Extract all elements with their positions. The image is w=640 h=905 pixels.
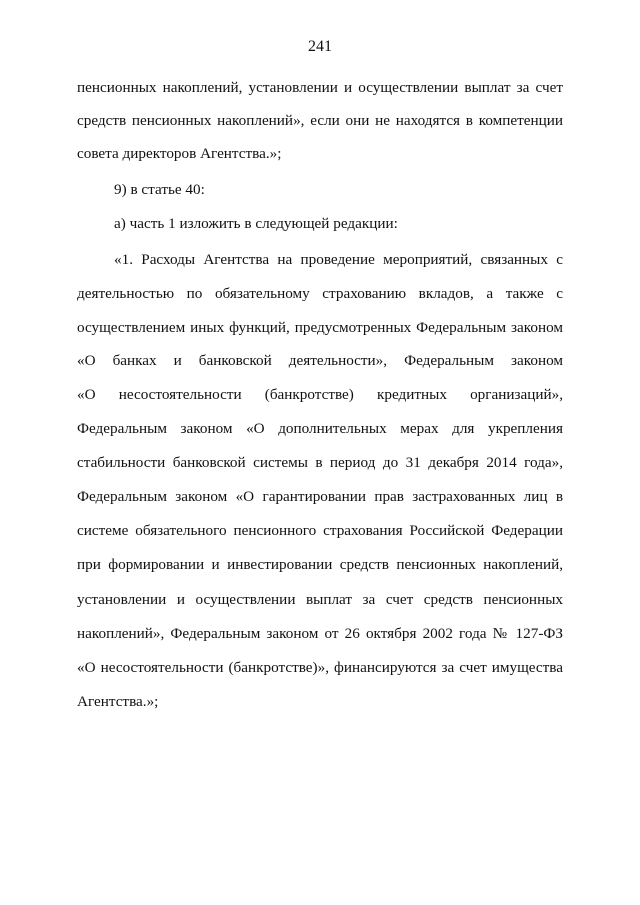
text-line: 9) в статье 40: (114, 181, 205, 198)
text-line: средств пенсионных накоплений», если они не находятся в компетенции (77, 112, 563, 129)
text-line: стабильности банковской системы в период до 31 декабря 2014 года», (77, 454, 563, 471)
text-line: Федеральным законом «О дополнительных мерах для укрепления (77, 420, 563, 437)
text-line: накоплений», Федеральным законом от 26 октября 2002 года № 127-ФЗ (77, 625, 563, 642)
text-line: Агентства.»; (77, 693, 159, 710)
text-line: «1. Расходы Агентства на проведение мероприятий, связанных с (114, 251, 563, 268)
text-line: Федеральным законом «О гарантировании прав застрахованных лиц в (77, 488, 563, 505)
text-line: деятельностью по обязательному страхованию вкладов, а также с (77, 285, 563, 302)
text-line: пенсионных накоплений, установлении и осуществлении выплат за счет (77, 79, 563, 96)
text-line: совета директоров Агентства.»; (77, 145, 282, 162)
text-line: при формировании и инвестировании средств пенсионных накоплений, (77, 556, 563, 573)
text-line: «О несостоятельности (банкротстве) кредитных организаций», (77, 386, 563, 403)
text-line: установлении и осуществлении выплат за счет средств пенсионных (77, 591, 563, 608)
text-line: осуществлением иных функций, предусмотренных Федеральным законом (77, 319, 563, 336)
text-line: а) часть 1 изложить в следующей редакции: (114, 215, 398, 232)
text-line: системе обязательного пенсионного страхования Российской Федерации (77, 522, 563, 539)
page-number: 241 (308, 38, 332, 55)
text-line: «О банках и банковской деятельности», Федеральным законом (77, 352, 563, 369)
text-line: «О несостоятельности (банкротстве)», финансируются за счет имущества (77, 659, 563, 676)
